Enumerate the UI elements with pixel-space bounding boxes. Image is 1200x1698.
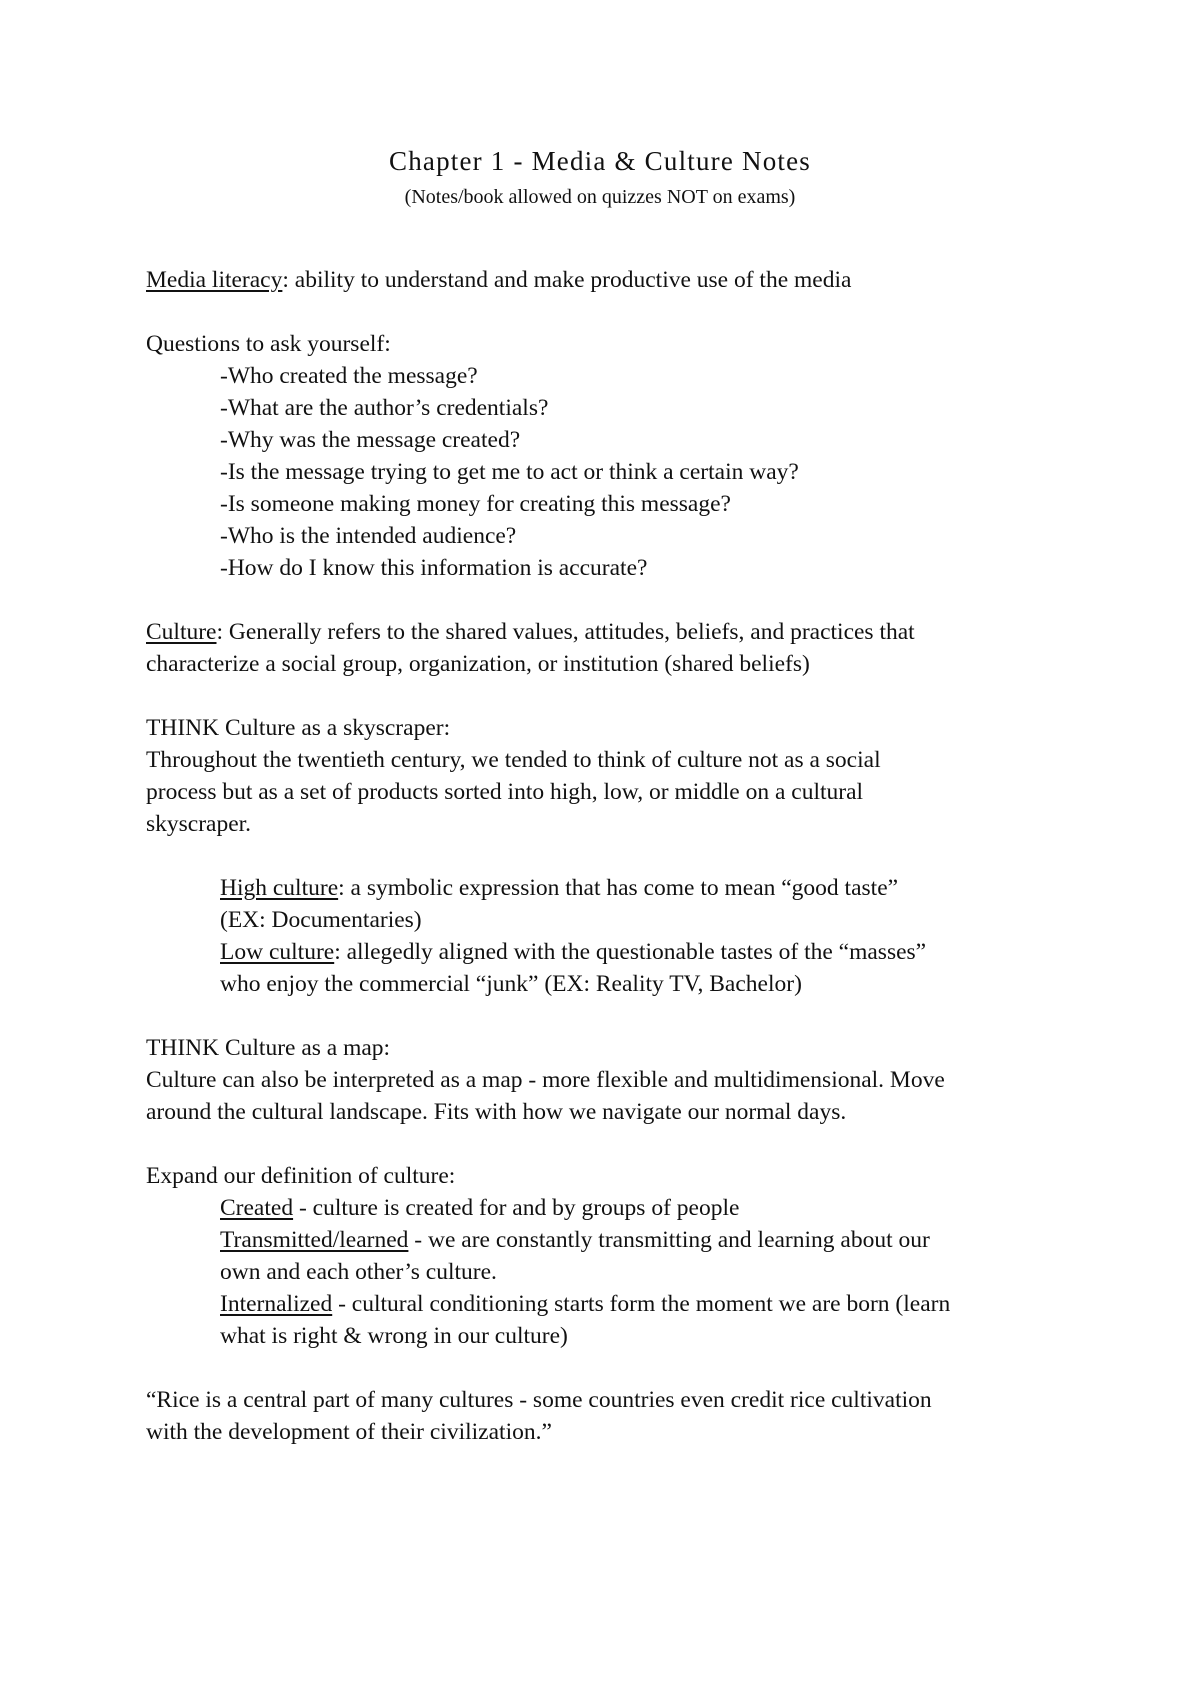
skyscraper-text: skyscraper. bbox=[146, 811, 252, 837]
created-term: Created bbox=[220, 1195, 294, 1221]
question-item: -Is someone making money for creating this message? bbox=[220, 491, 731, 517]
expand-heading: Expand our definition of culture: bbox=[146, 1163, 456, 1189]
page-title: Chapter 1 - Media & Culture Notes bbox=[388, 146, 812, 176]
high-culture-text: : a symbolic expression that has come to mean “good taste” bbox=[338, 875, 899, 901]
question-item: -Is the message trying to get me to act or think a certain way? bbox=[220, 459, 799, 485]
media-literacy-term: Media literacy bbox=[146, 267, 283, 293]
question-item: -Why was the message created? bbox=[220, 427, 521, 453]
low-culture-term: Low culture bbox=[220, 939, 335, 965]
rice-quote: “Rice is a central part of many cultures - some countries even credit rice cultivation bbox=[146, 1387, 932, 1413]
question-item: -Who is the intended audience? bbox=[220, 523, 517, 549]
high-culture-term: High culture bbox=[220, 875, 339, 901]
questions-heading: Questions to ask yourself: bbox=[146, 331, 391, 357]
media-literacy-text: : ability to understand and make productive use of the media bbox=[282, 267, 852, 293]
created-definition bbox=[146, 1192, 1076, 1224]
internalized-definition-cont: what is right & wrong in our culture) bbox=[220, 1323, 568, 1349]
question-item: -What are the author’s credentials? bbox=[220, 395, 549, 421]
high-culture-example: (EX: Documentaries) bbox=[220, 907, 422, 933]
internalized-term: Internalized bbox=[220, 1291, 333, 1317]
culture-definition bbox=[146, 616, 1076, 648]
internalized-definition bbox=[146, 1288, 1076, 1320]
created-text: - culture is created for and by groups of people bbox=[293, 1195, 740, 1221]
skyscraper-heading: THINK Culture as a skyscraper: bbox=[146, 715, 451, 741]
notes-body bbox=[146, 264, 1076, 1448]
transmitted-definition bbox=[146, 1224, 1076, 1256]
culture-definition-cont: characterize a social group, organization, or institution (shared beliefs) bbox=[146, 651, 810, 677]
map-text: Culture can also be interpreted as a map - more flexible and multidimensional. Move bbox=[146, 1067, 945, 1093]
transmitted-term: Transmitted/learned bbox=[220, 1227, 409, 1253]
question-item: -Who created the message? bbox=[220, 363, 478, 389]
low-culture-example: who enjoy the commercial “junk” (EX: Reality TV, Bachelor) bbox=[220, 971, 802, 997]
map-heading: THINK Culture as a map: bbox=[146, 1035, 391, 1061]
low-culture-text: : allegedly aligned with the questionable tastes of the “masses” bbox=[334, 939, 927, 965]
culture-text: : Generally refers to the shared values, attitudes, beliefs, and practices that bbox=[216, 619, 915, 645]
page-subtitle: (Notes/book allowed on quizzes NOT on exams) bbox=[404, 186, 796, 208]
skyscraper-text: Throughout the twentieth century, we tended to think of culture not as a social bbox=[146, 747, 881, 773]
culture-term: Culture bbox=[146, 619, 217, 645]
transmitted-definition-cont: own and each other’s culture. bbox=[220, 1259, 497, 1285]
high-culture-definition bbox=[146, 872, 1076, 904]
skyscraper-text: process but as a set of products sorted into high, low, or middle on a cultural bbox=[146, 779, 864, 805]
question-item: -How do I know this information is accurate? bbox=[220, 555, 648, 581]
transmitted-text: - we are constantly transmitting and learning about our bbox=[408, 1227, 930, 1253]
rice-quote-cont: with the development of their civilization.” bbox=[146, 1419, 552, 1445]
low-culture-definition bbox=[146, 936, 1076, 968]
map-text: around the cultural landscape. Fits with how we navigate our normal days. bbox=[146, 1099, 847, 1125]
media-literacy-definition bbox=[146, 264, 1076, 296]
internalized-text: - cultural conditioning starts form the moment we are born (learn bbox=[332, 1291, 951, 1317]
